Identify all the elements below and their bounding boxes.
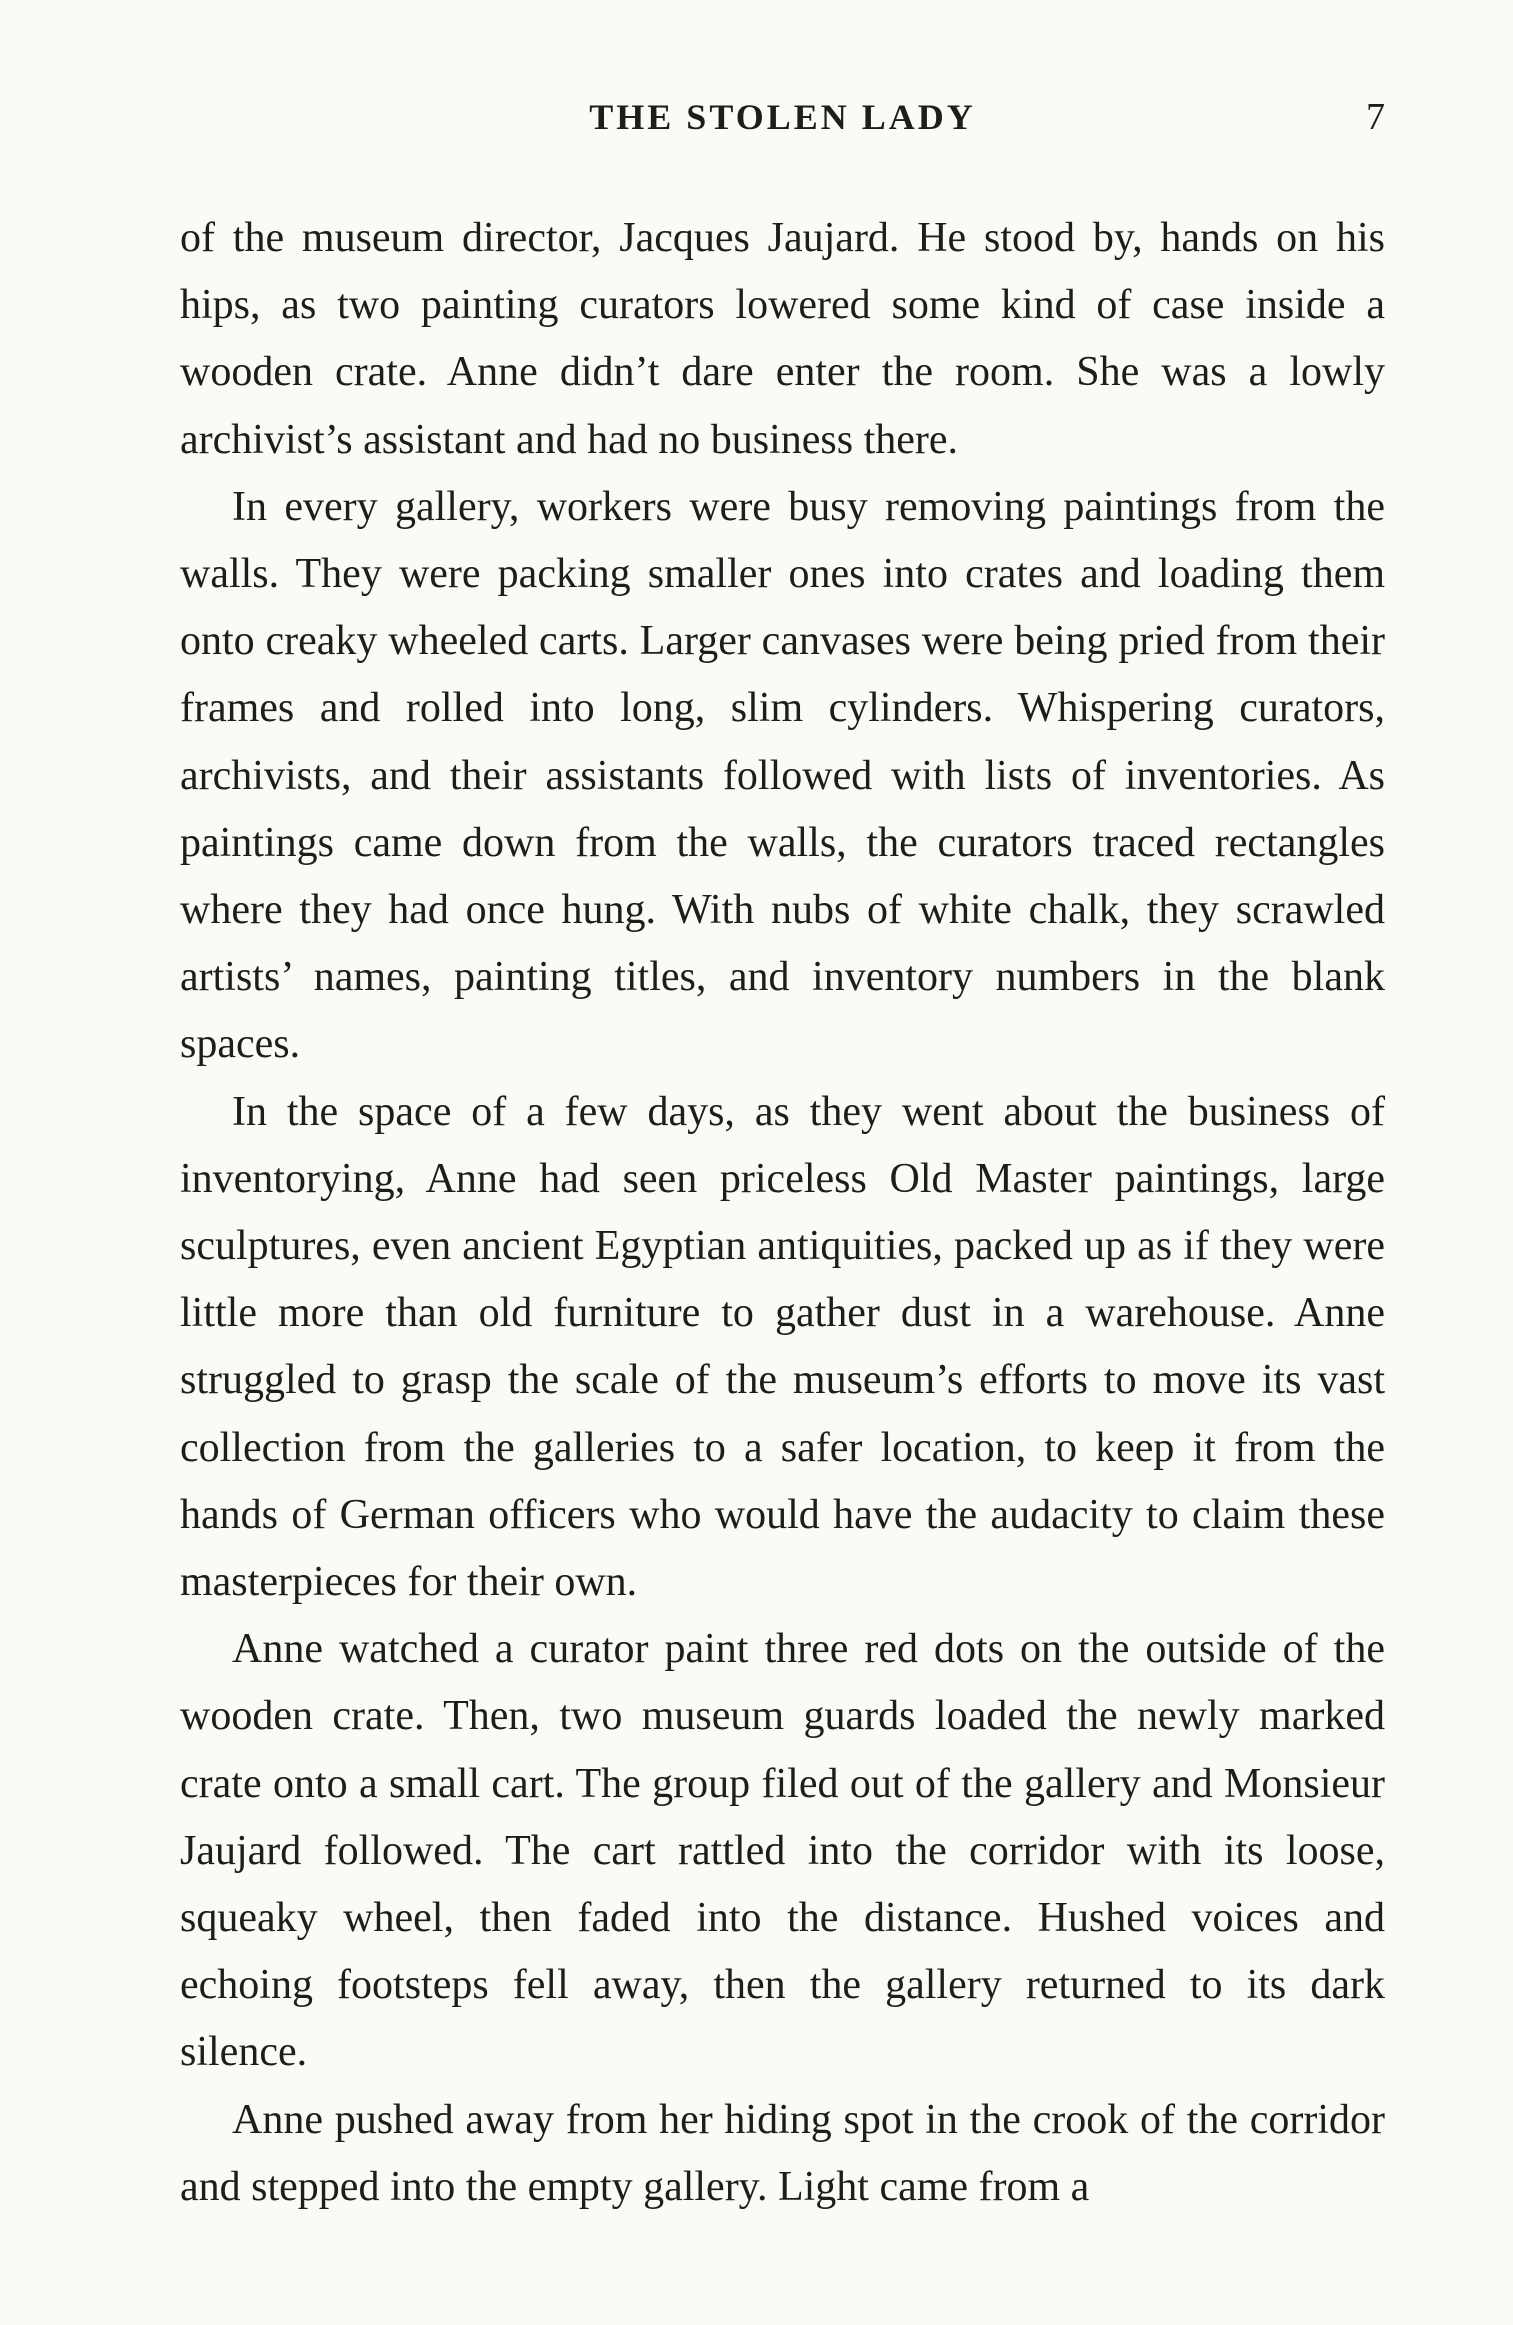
running-head	[180, 92, 1385, 142]
paragraph-5: Anne pushed away from her hiding spot in the crook of the corridor and stepped into the empty gallery. Light came from a	[180, 2096, 1385, 2210]
paragraph-1: of the museum director, Jacques Jaujard. He stood by, hands on his hips, as two painting curators lowered some kind of case inside a wooden crate. Anne didn’t dare enter the room. She was a lowly archivist’s assistant and had no business there.	[180, 215, 1385, 463]
paragraph-4: Anne watched a curator paint three red dots on the outside of the wooden crate. Then, two museum guards loaded the newly marked crate onto a small cart. The group filed out of the gallery and Monsieur Jaujard followed. The cart rattled into the corridor with its loose, squeaky wheel, then faded into the distance. Hushed voices and echoing footsteps fell away, then the gallery returned to its dark silence.	[180, 1626, 1385, 2076]
body-text	[180, 205, 1385, 2221]
running-title: THE STOLEN LADY	[589, 97, 976, 137]
page-number: 7	[1366, 96, 1385, 138]
paragraph-2: In every gallery, workers were busy removing paintings from the walls. They were packing smaller ones into crates and loading them onto creaky wheeled carts. Larger canvases were being pried from their frames and rolled into long, slim cylinders. Whispering curators, archivists, and their assistants followed with lists of inventories. As paintings came down from the walls, the curators traced rectangles where they had once hung. With nubs of white chalk, they scrawled artists’ names, painting titles, and inventory numbers in the blank spaces.	[180, 483, 1385, 1068]
paragraph-3: In the space of a few days, as they went about the business of inventorying, Anne had seen priceless Old Master paintings, large sculptures, even ancient Egyptian antiquities, packed up as if they were little more than old furniture to gather dust in a warehouse. Anne struggled to grasp the scale of the museum’s efforts to move its vast collection from the galleries to a safer location, to keep it from the hands of German officers who would have the audacity to claim these masterpieces for their own.	[180, 1088, 1385, 1606]
